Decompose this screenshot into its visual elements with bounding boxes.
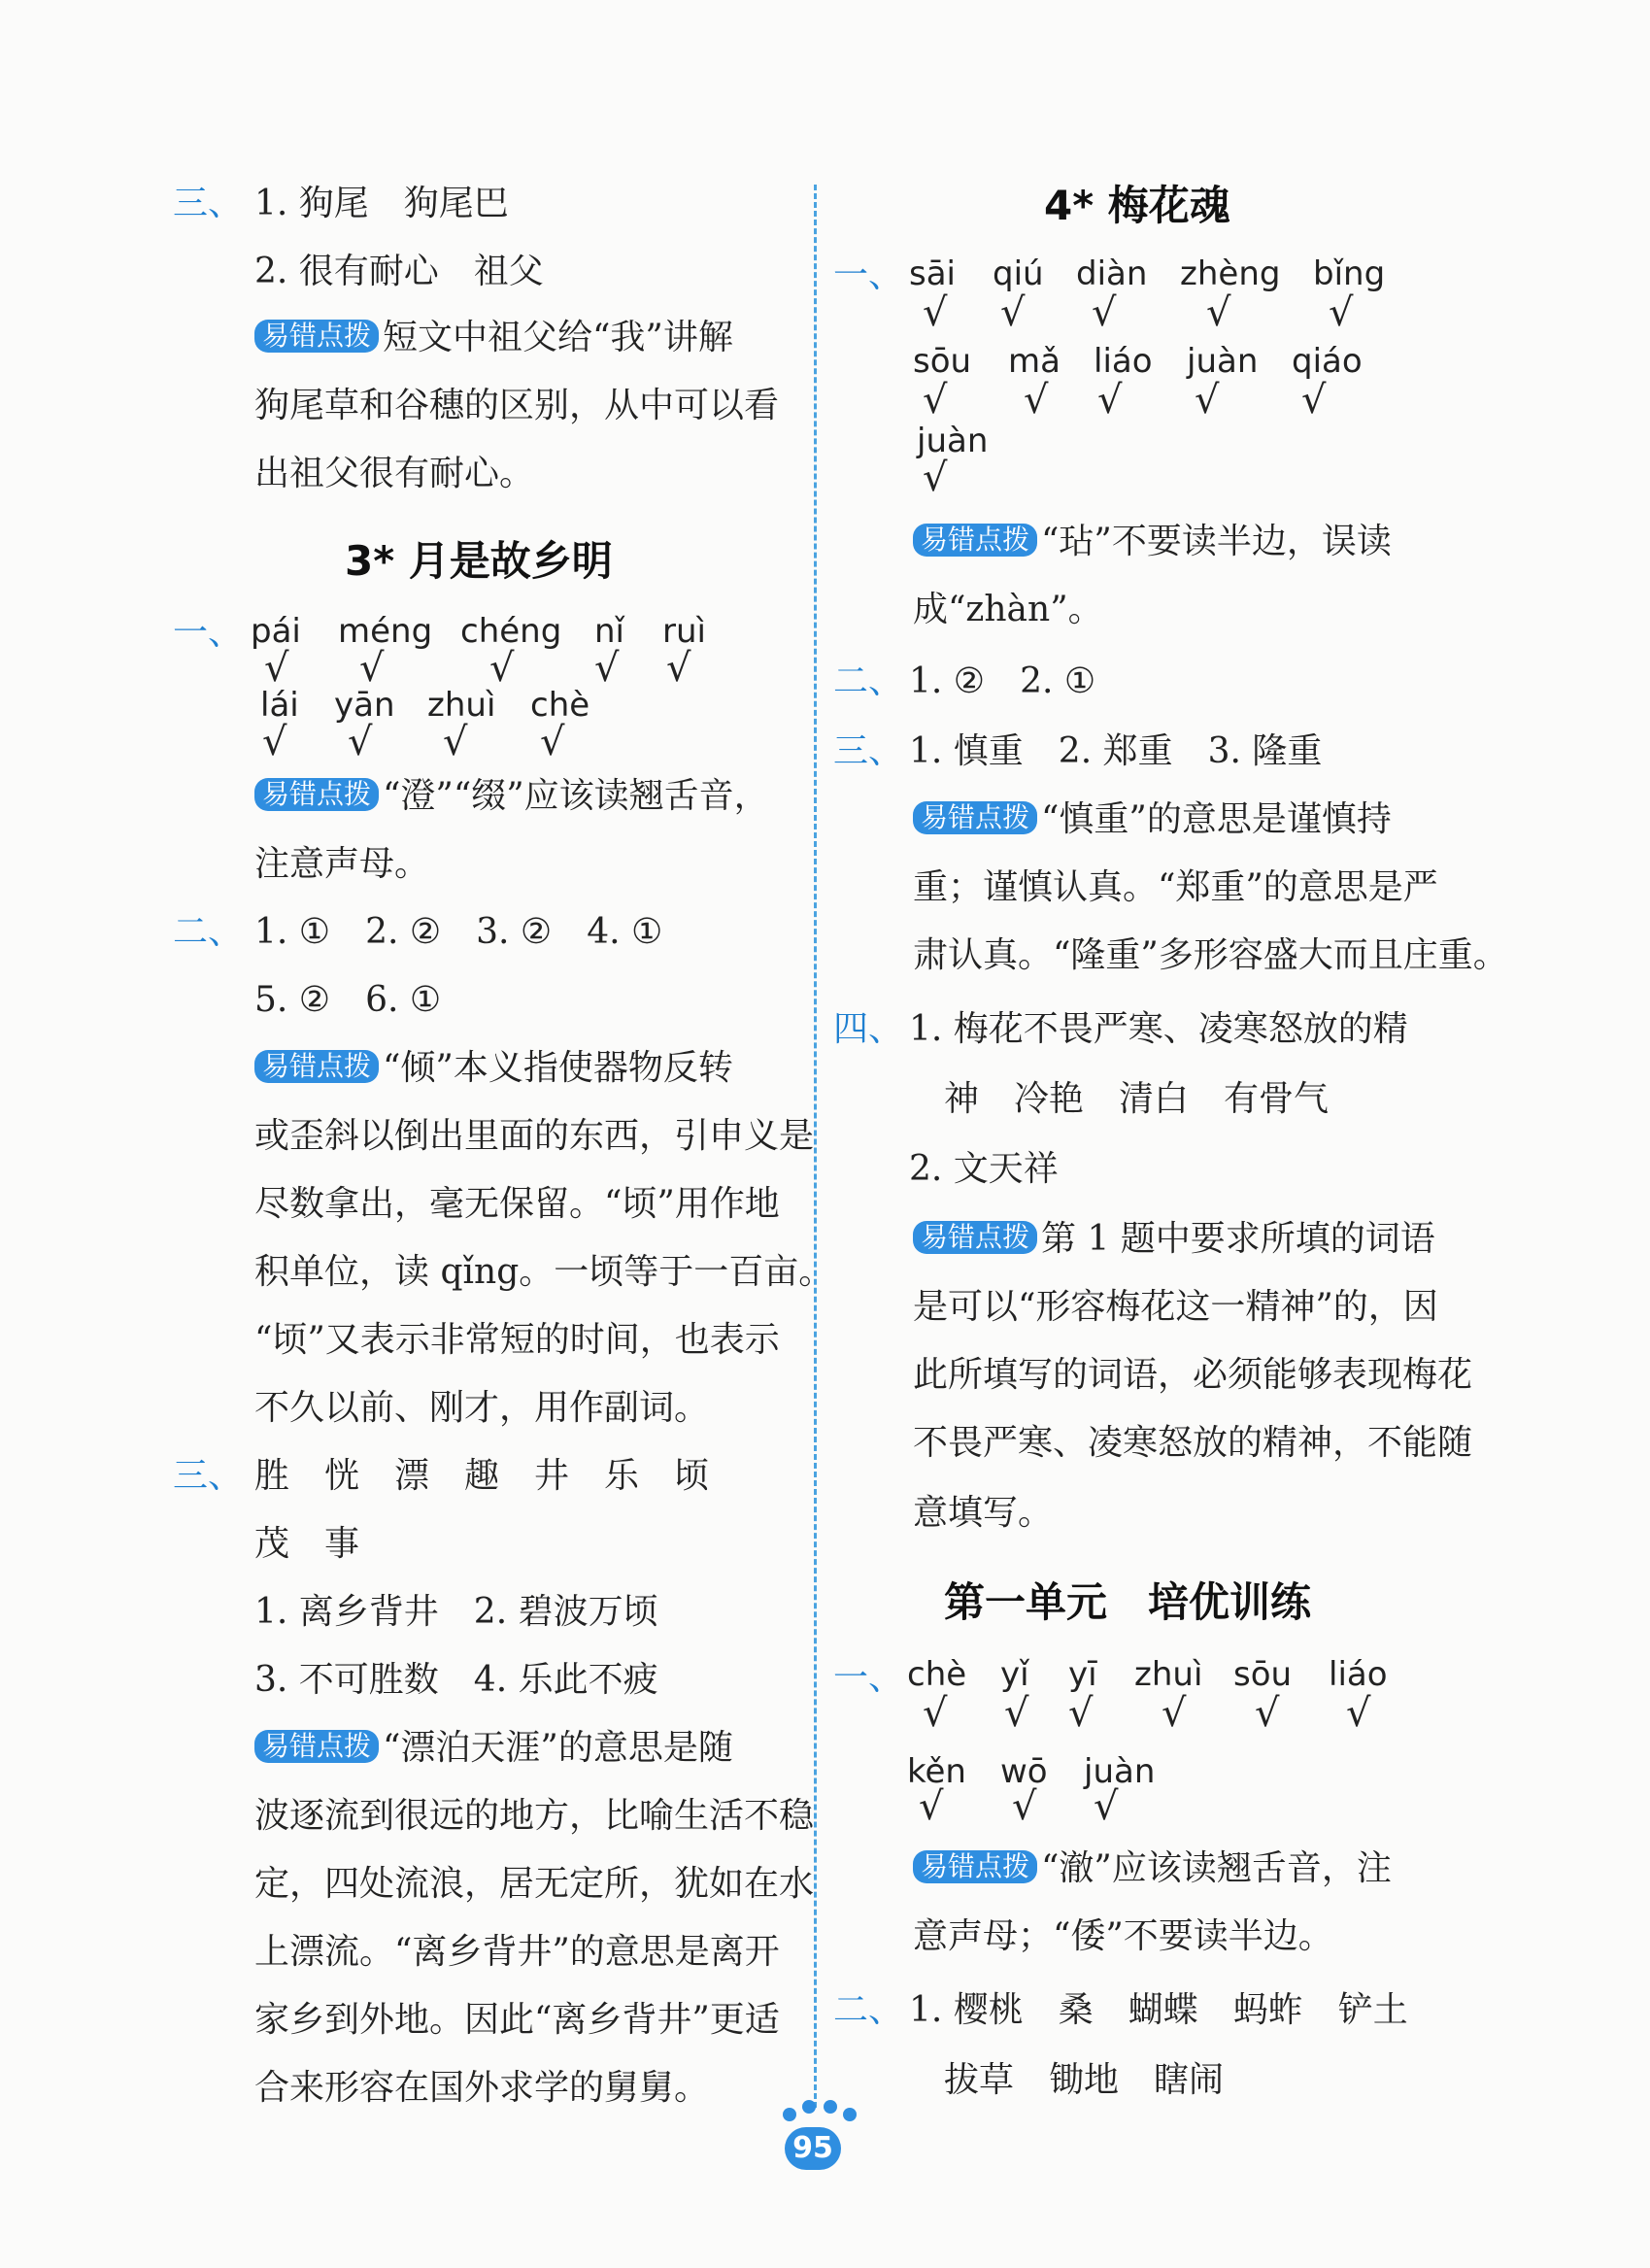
answer-line: 拔草 锄地 瞎闹 xyxy=(944,2060,1225,2100)
pinyin: zhuì xyxy=(1134,1655,1203,1694)
lesson-4-title: 4* 梅花魂 xyxy=(1044,182,1230,229)
tip-line: 定，四处流浪，居无定所，犹如在水 xyxy=(254,1864,815,1904)
pinyin: liáo xyxy=(1329,1655,1388,1694)
column-divider xyxy=(814,185,817,2108)
answer-line: 3. 不可胜数 4. 乐此不疲 xyxy=(254,1660,658,1700)
answer-line: 1. 梅花不畏严寒、凌寒怒放的精 xyxy=(909,1009,1408,1049)
check-mark: √ xyxy=(1004,1691,1029,1736)
pinyin: zhuì xyxy=(427,686,496,725)
check-mark: √ xyxy=(540,720,565,764)
check-mark: √ xyxy=(1206,290,1231,335)
pinyin: chè xyxy=(530,686,590,725)
tip-line: 易错点拨 “倾”本义指使器物反转 xyxy=(254,1049,733,1088)
paw-toe-icon xyxy=(802,2100,816,2114)
l4-section-3-label: 三、 xyxy=(833,731,904,771)
tip-tag: 易错点拨 xyxy=(254,1050,379,1083)
tip-line: 成“zhàn”。 xyxy=(913,590,1103,629)
page-number: 95 xyxy=(785,2127,841,2170)
check-mark: √ xyxy=(1329,290,1354,335)
pinyin: juàn xyxy=(1187,342,1259,381)
tip-line: 尽数拿出，毫无保留。“顷”用作地 xyxy=(254,1184,780,1224)
tip-line: 注意声母。 xyxy=(254,844,430,884)
answer-line: 1. ① 2. ② 3. ② 4. ① xyxy=(254,912,663,952)
pinyin: sōu xyxy=(913,342,972,381)
paw-toe-icon xyxy=(824,2100,837,2114)
pinyin: sāi xyxy=(909,254,956,293)
answer-line: 1. 慎重 2. 郑重 3. 隆重 xyxy=(909,731,1323,771)
tip-line: 狗尾草和谷穗的区别，从中可以看 xyxy=(254,386,780,425)
answer-line: 1. 樱桃 桑 蝴蝶 蚂蚱 铲土 xyxy=(909,1990,1408,2030)
answer-line: 2. 文天祥 xyxy=(909,1149,1059,1189)
pinyin: chéng xyxy=(460,612,562,651)
lesson-3-title: 3* 月是故乡明 xyxy=(345,537,613,585)
tip-tag: 易错点拨 xyxy=(254,778,379,811)
answer-line: 1. ② 2. ① xyxy=(909,661,1096,701)
check-mark: √ xyxy=(359,646,385,691)
tip-line: 不久以前、刚才，用作副词。 xyxy=(254,1388,710,1428)
tip-tag: 易错点拨 xyxy=(913,1221,1037,1254)
pinyin: nǐ xyxy=(594,612,624,651)
pinyin: qiáo xyxy=(1292,342,1363,381)
pinyin: bǐng xyxy=(1313,254,1386,293)
pinyin: chè xyxy=(907,1655,967,1694)
pinyin: diàn xyxy=(1076,254,1148,293)
section-3-label: 三、 xyxy=(173,184,244,223)
answer-line: 胜 恍 漂 趣 井 乐 顷 xyxy=(254,1456,710,1496)
tip-line: 易错点拨 “慎重”的意思是谨慎持 xyxy=(913,800,1392,839)
pinyin: yī xyxy=(1068,1655,1097,1694)
answer-line: 茂 事 xyxy=(254,1524,360,1564)
check-mark: √ xyxy=(1024,378,1049,423)
check-mark: √ xyxy=(262,720,287,764)
tip-tag: 易错点拨 xyxy=(254,320,379,353)
l4-section-2-label: 二、 xyxy=(833,661,904,701)
unit-section-2-label: 二、 xyxy=(833,1990,904,2030)
check-mark: √ xyxy=(666,646,691,691)
pinyin: yǐ xyxy=(1000,1655,1029,1694)
tip-line: 波逐流到很远的地方，比喻生活不稳 xyxy=(254,1796,815,1836)
paw-toe-icon xyxy=(843,2108,857,2121)
check-mark: √ xyxy=(923,1691,948,1736)
check-mark: √ xyxy=(1346,1691,1371,1736)
tip-line: 上漂流。“离乡背井”的意思是离开 xyxy=(254,1932,780,1972)
tip-line: 易错点拨 第 1 题中要求所填的词语 xyxy=(913,1220,1435,1259)
pinyin: qiú xyxy=(993,254,1044,293)
pinyin: pái xyxy=(251,612,301,651)
pinyin: juàn xyxy=(917,422,989,460)
pinyin: méng xyxy=(338,612,433,651)
check-mark: √ xyxy=(489,646,515,691)
l4-section-1-label: 一、 xyxy=(833,255,904,295)
l4-section-4-label: 四、 xyxy=(833,1009,904,1049)
answer-line: 1. 狗尾 狗尾巴 xyxy=(254,184,509,223)
check-mark: √ xyxy=(923,456,948,500)
check-mark: √ xyxy=(1195,378,1220,423)
l3-section-2-label: 二、 xyxy=(173,912,244,952)
check-mark: √ xyxy=(1012,1784,1037,1829)
tip-tag: 易错点拨 xyxy=(254,1730,379,1763)
check-mark: √ xyxy=(443,720,468,764)
unit-title: 第一单元 培优训练 xyxy=(944,1578,1312,1626)
tip-tag: 易错点拨 xyxy=(913,1850,1037,1883)
check-mark: √ xyxy=(264,646,289,691)
l3-section-3-label: 三、 xyxy=(173,1456,244,1496)
tip-line: 意填写。 xyxy=(913,1493,1054,1533)
pinyin: juàn xyxy=(1084,1752,1156,1791)
pinyin: lái xyxy=(260,686,299,725)
tip-line: 意声母；“倭”不要读半边。 xyxy=(913,1916,1333,1956)
check-mark: √ xyxy=(1162,1691,1187,1736)
pinyin: mǎ xyxy=(1008,342,1061,381)
l3-section-1-label: 一、 xyxy=(173,613,244,653)
tip-line: “顷”又表示非常短的时间，也表示 xyxy=(254,1320,780,1360)
tip-line: 重；谨慎认真。“郑重”的意思是严 xyxy=(913,867,1438,907)
paw-toe-icon xyxy=(783,2108,796,2121)
check-mark: √ xyxy=(1068,1691,1094,1736)
check-mark: √ xyxy=(919,1784,944,1829)
check-mark: √ xyxy=(348,720,373,764)
tip-line: 易错点拨 “玷”不要读半边，误读 xyxy=(913,523,1392,561)
tip-line: 不畏严寒、凌寒怒放的精神，不能随 xyxy=(913,1423,1473,1463)
pinyin: yān xyxy=(334,686,395,725)
answer-line: 2. 很有耐心 祖父 xyxy=(254,252,544,291)
pinyin: sōu xyxy=(1233,1655,1293,1694)
pinyin: ruì xyxy=(662,612,706,651)
check-mark: √ xyxy=(594,646,620,691)
check-mark: √ xyxy=(1255,1691,1280,1736)
tip-line: 出祖父很有耐心。 xyxy=(254,454,535,493)
tip-line: 肃认真。“隆重”多形容盛大而且庄重。 xyxy=(913,935,1508,975)
answer-line: 1. 离乡背井 2. 碧波万顷 xyxy=(254,1592,658,1632)
pinyin: zhèng xyxy=(1180,254,1281,293)
check-mark: √ xyxy=(1301,378,1327,423)
tip-line: 此所填写的词语，必须能够表现梅花 xyxy=(913,1355,1473,1395)
tip-line: 家乡到外地。因此“离乡背井”更适 xyxy=(254,2000,780,2040)
tip-line: 是可以“形容梅花这一精神”的，因 xyxy=(913,1287,1438,1327)
tip-tag: 易错点拨 xyxy=(913,524,1037,557)
check-mark: √ xyxy=(1097,378,1123,423)
check-mark: √ xyxy=(923,290,948,335)
tip-line: 易错点拨 “澈”应该读翘舌音，注 xyxy=(913,1849,1392,1888)
check-mark: √ xyxy=(1094,1784,1119,1829)
tip-line: 易错点拨 “澄”“缀”应该读翘舌音， xyxy=(254,777,769,816)
answer-line: 神 冷艳 清白 有骨气 xyxy=(944,1079,1330,1119)
tip-tag: 易错点拨 xyxy=(913,801,1037,834)
tip-line: 易错点拨 “漂泊天涯”的意思是随 xyxy=(254,1729,733,1768)
pinyin: wō xyxy=(1000,1752,1048,1791)
check-mark: √ xyxy=(1092,290,1117,335)
tip-line: 或歪斜以倒出里面的东西，引申义是 xyxy=(254,1116,815,1156)
tip-line: 易错点拨 短文中祖父给“我”讲解 xyxy=(254,319,733,357)
check-mark: √ xyxy=(1000,290,1026,335)
answer-line: 5. ② 6. ① xyxy=(254,980,442,1020)
check-mark: √ xyxy=(923,378,948,423)
pinyin: liáo xyxy=(1094,342,1153,381)
pinyin: kěn xyxy=(907,1752,966,1791)
unit-section-1-label: 一、 xyxy=(833,1658,904,1698)
tip-line: 合来形容在国外求学的舅舅。 xyxy=(254,2068,710,2108)
tip-line: 积单位，读 qǐng。一顷等于一百亩。 xyxy=(254,1252,834,1292)
